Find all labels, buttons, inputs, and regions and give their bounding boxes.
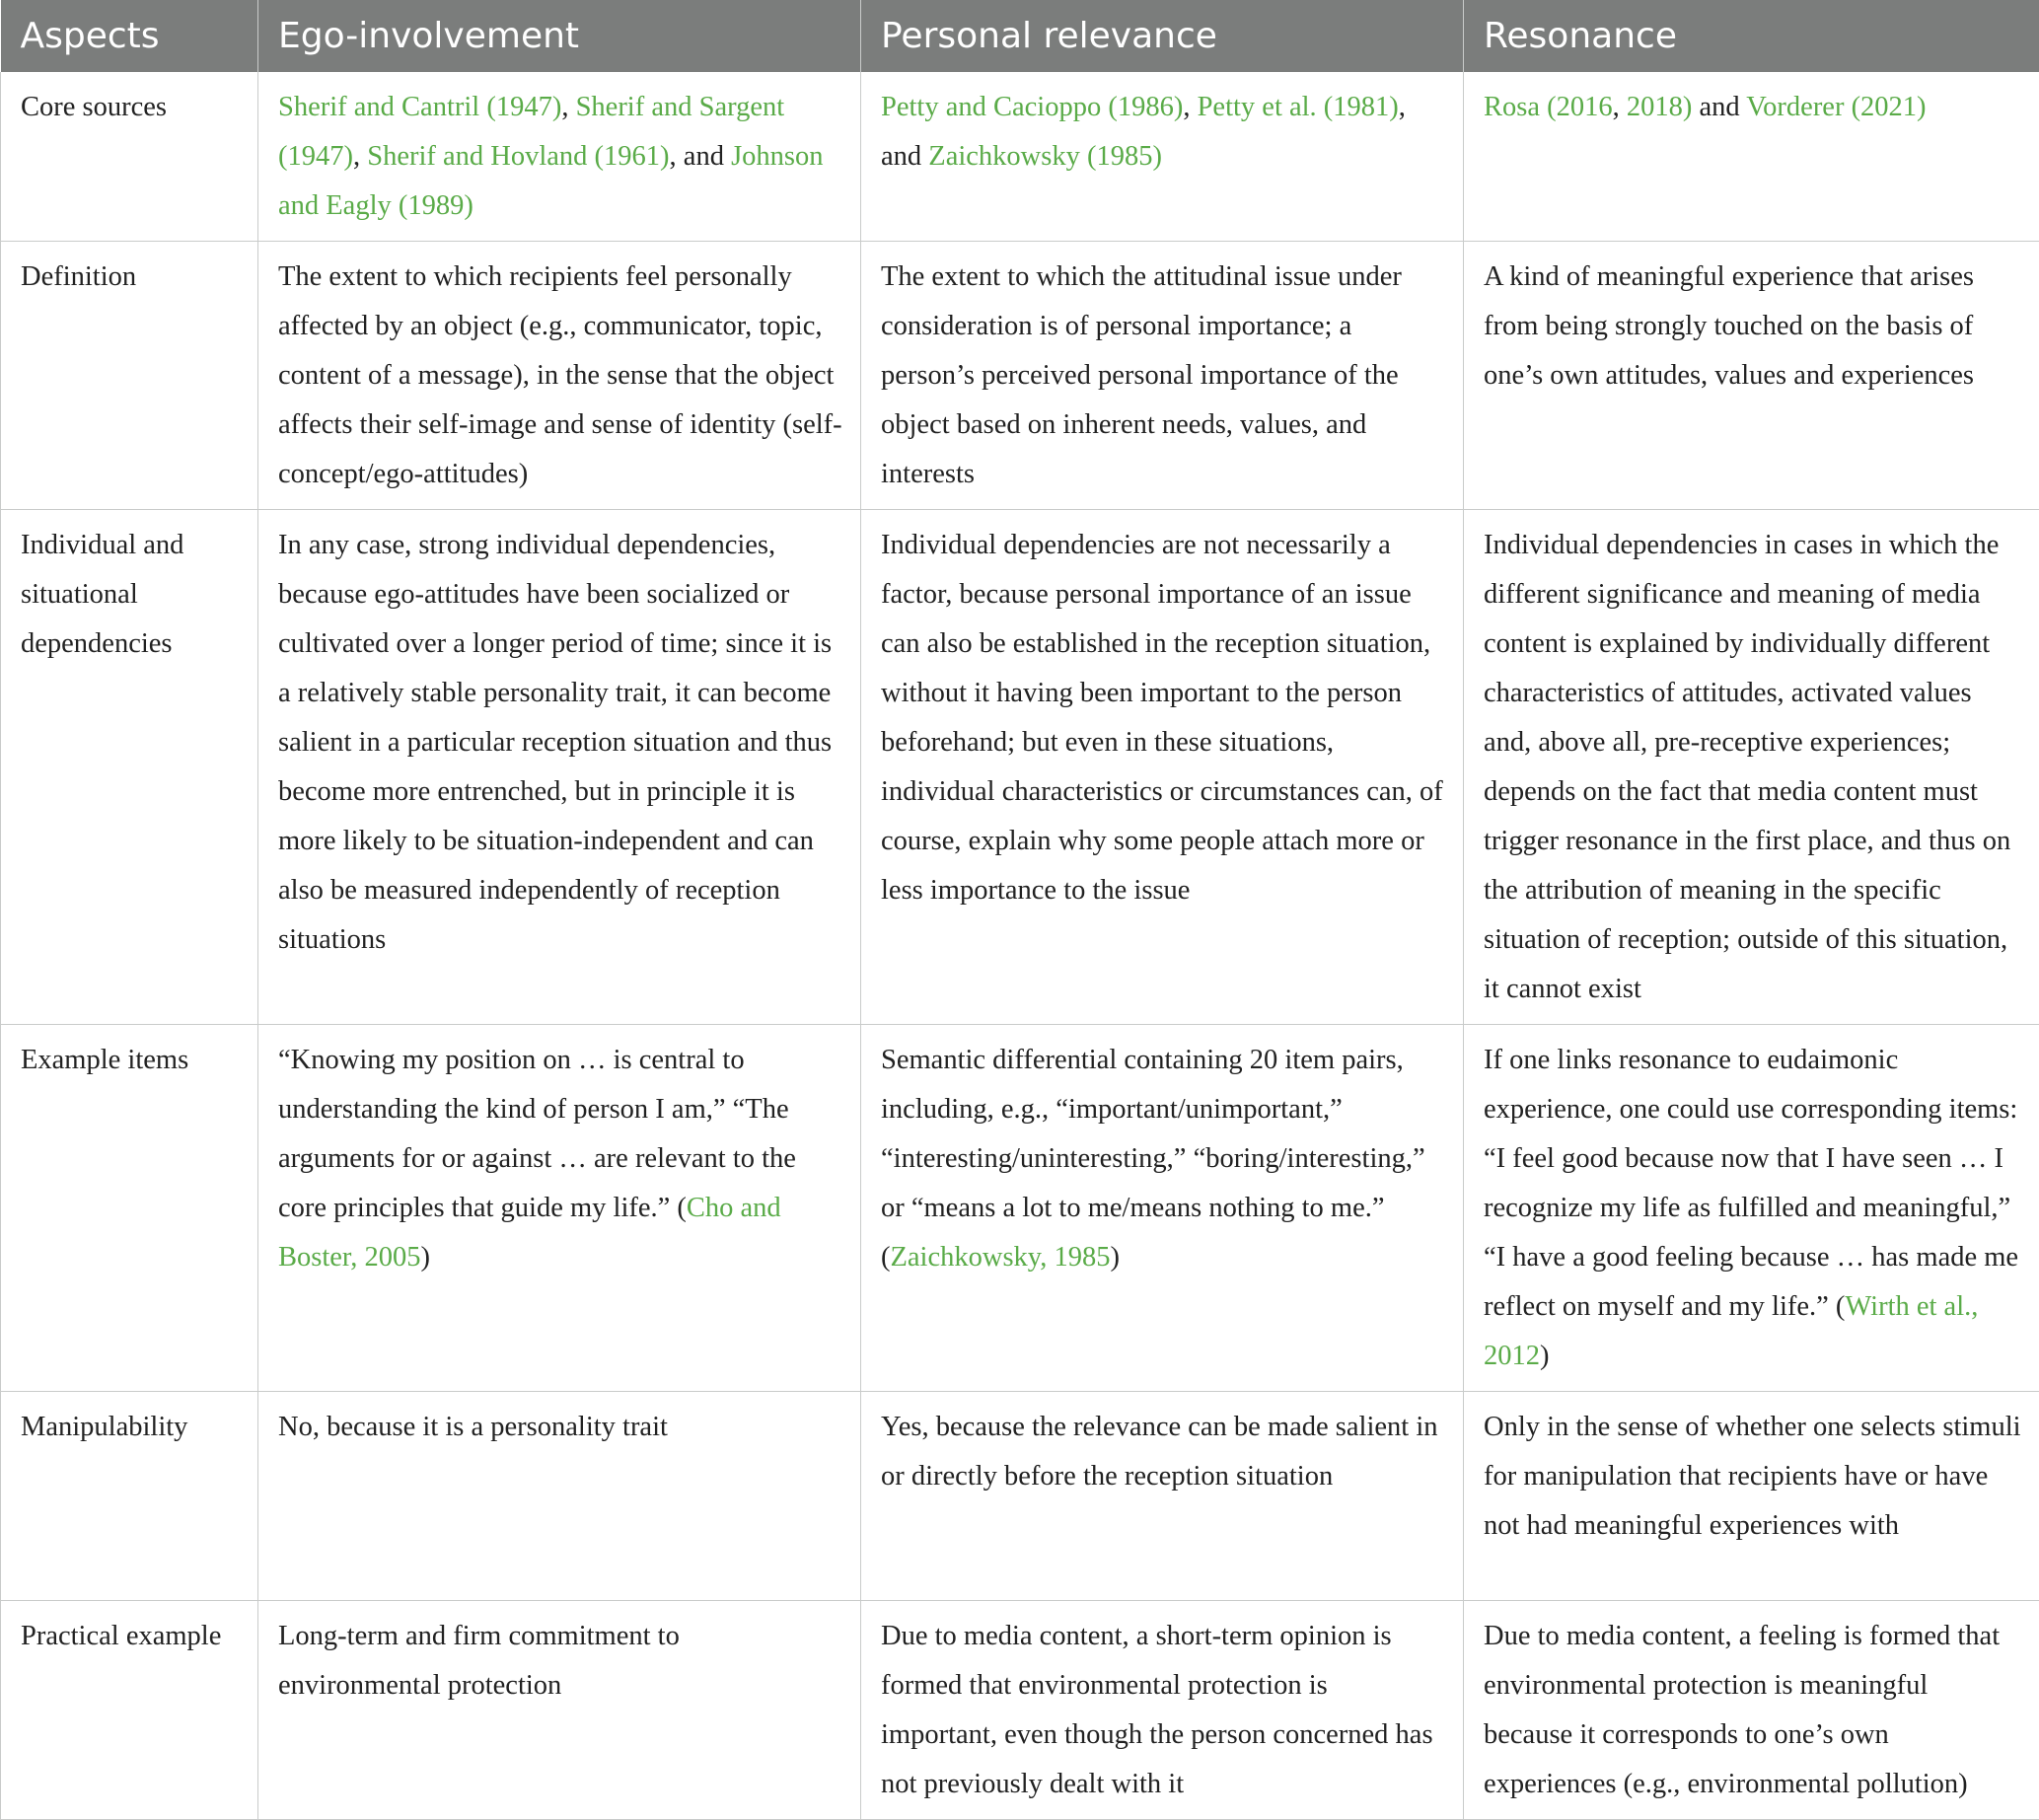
cell-text: The extent to which the attitudinal issue under consideration is of personal importance; a person’s perceived personal importance of the object based on inherent needs, values, and interests: [881, 261, 1402, 489]
citation-link[interactable]: Wirth et al., 2012: [1484, 1291, 1978, 1371]
resonance-cell: [1464, 1601, 2039, 1820]
citation-link[interactable]: Johnson and Eagly (1989): [278, 141, 824, 221]
resonance-cell: [1464, 242, 2039, 510]
citation-link[interactable]: Vorderer (2021): [1746, 92, 1926, 122]
cell-text: Individual dependencies in cases in which the different significance and meaning of media content is explained by individually different characteristics of attitudes, activated values and, above all, pre-receptive experiences; depends on the fact that media content must trigger resonance in the first place, and thus on the attribution of meaning in the specific situation of reception; outside of this situation, it cannot exist: [1484, 530, 2010, 1004]
citation-link[interactable]: Zaichkowsky (1985): [928, 141, 1162, 172]
cell-text: Individual dependencies are not necessarily a factor, because personal importance of an issue can also be established in the reception situation, without it having been important to the person beforehand; but even in these situations, individual characteristics or circumstances can, of course, explain why some people attach more or less importance to the issue: [881, 530, 1443, 906]
header-resonance: Resonance: [1464, 0, 2039, 72]
cell-text: ): [1110, 1242, 1120, 1273]
cell-text: “Knowing my position on … is central to understanding the kind of person I am,” “The arguments for or against … are relevant to the core principles that guide my life.” (: [278, 1045, 796, 1223]
ego-involvement-cell: [258, 72, 861, 242]
cell-text: , and: [670, 141, 732, 172]
cell-text: ,: [1183, 92, 1197, 122]
cell-text: ): [1540, 1341, 1550, 1371]
personal-relevance-cell: [861, 510, 1464, 1025]
cell-text: Yes, because the relevance can be made salient in or directly before the reception situation: [881, 1412, 1438, 1492]
citation-link[interactable]: Sherif and Sargent (1947): [278, 92, 784, 172]
row-label: Practical example: [1, 1601, 258, 1820]
table-row: [1, 242, 2039, 510]
cell-text: The extent to which recipients feel personally affected by an object (e.g., communicator, topic, content of a message), in the sense that the object affects their self-image and sense of identity (self-concept/ego-attitudes): [278, 261, 842, 489]
ego-involvement-cell: [258, 510, 861, 1025]
table-body: [1, 72, 2039, 1820]
cell-text: Due to media content, a feeling is formed that environmental protection is meaningful because it corresponds to one’s own experiences (e.g., environmental pollution): [1484, 1621, 2000, 1799]
table-row: [1, 1025, 2039, 1392]
ego-involvement-cell: [258, 1392, 861, 1601]
cell-text: In any case, strong individual dependencies, because ego-attitudes have been socialized or cultivated over a longer period of time; since it is a relatively stable personality trait, it can become salient in a particular reception situation and thus become more entrenched, but in principle it is more likely to be situation-independent and can also be measured independently of reception situations: [278, 530, 832, 955]
cell-text: Semantic differential containing 20 item pairs, including, e.g., “important/unimportant,” “interesting/uninteresting,” “boring/interesting,” or “means a lot to me/means nothing to me.” (: [881, 1045, 1425, 1273]
citation-link[interactable]: Rosa (2016: [1484, 92, 1613, 122]
ego-involvement-cell: [258, 1025, 861, 1392]
citation-link[interactable]: 2018): [1627, 92, 1693, 122]
cell-text: No, because it is a personality trait: [278, 1412, 668, 1442]
personal-relevance-cell: [861, 72, 1464, 242]
header-personal-relevance: Personal relevance: [861, 0, 1464, 72]
resonance-cell: [1464, 72, 2039, 242]
cell-text: If one links resonance to eudaimonic experience, one could use corresponding items: “I feel good because now that I have seen … I recognize my life as fulfilled and meaningful,” “I have a good feeling because … has made me reflect on myself and my life.” (: [1484, 1045, 2018, 1322]
cell-text: Due to media content, a short-term opinion is formed that environmental protection is important, even though the person concerned has not previously dealt with it: [881, 1621, 1433, 1799]
personal-relevance-cell: [861, 1601, 1464, 1820]
row-label: Example items: [1, 1025, 258, 1392]
cell-text: ,: [561, 92, 575, 122]
header-row: [1, 0, 2039, 72]
table-row: [1, 72, 2039, 242]
cell-text: ,: [1613, 92, 1627, 122]
citation-link[interactable]: Cho and Boster, 2005: [278, 1193, 781, 1273]
citation-link[interactable]: Petty et al. (1981): [1198, 92, 1399, 122]
ego-involvement-cell: [258, 242, 861, 510]
personal-relevance-cell: [861, 1392, 1464, 1601]
table-row: [1, 510, 2039, 1025]
cell-text: , and: [881, 92, 1406, 172]
citation-link[interactable]: Petty and Cacioppo (1986): [881, 92, 1183, 122]
table-row: [1, 1601, 2039, 1820]
header-aspects: Aspects: [1, 0, 258, 72]
cell-text: A kind of meaningful experience that arises from being strongly touched on the basis of one’s own attitudes, values and experiences: [1484, 261, 1974, 391]
resonance-cell: [1464, 510, 2039, 1025]
cell-text: Long-term and firm commitment to environmental protection: [278, 1621, 680, 1701]
resonance-cell: [1464, 1025, 2039, 1392]
table-header: [1, 0, 2039, 72]
row-label: Core sources: [1, 72, 258, 242]
cell-text: Only in the sense of whether one selects stimuli for manipulation that recipients have or have not had meaningful experiences with: [1484, 1412, 2021, 1541]
header-ego-involvement: Ego-involvement: [258, 0, 861, 72]
ego-involvement-cell: [258, 1601, 861, 1820]
row-label: Individual and situational dependencies: [1, 510, 258, 1025]
row-label: Definition: [1, 242, 258, 510]
table-row: [1, 1392, 2039, 1601]
citation-link[interactable]: Sherif and Hovland (1961): [367, 141, 669, 172]
resonance-cell: [1464, 1392, 2039, 1601]
row-label: Manipulability: [1, 1392, 258, 1601]
citation-link[interactable]: Sherif and Cantril (1947): [278, 92, 561, 122]
personal-relevance-cell: [861, 1025, 1464, 1392]
cell-text: ): [421, 1242, 431, 1273]
cell-text: and: [1692, 92, 1746, 122]
personal-relevance-cell: [861, 242, 1464, 510]
citation-link[interactable]: Zaichkowsky, 1985: [891, 1242, 1111, 1273]
cell-text: ,: [353, 141, 367, 172]
